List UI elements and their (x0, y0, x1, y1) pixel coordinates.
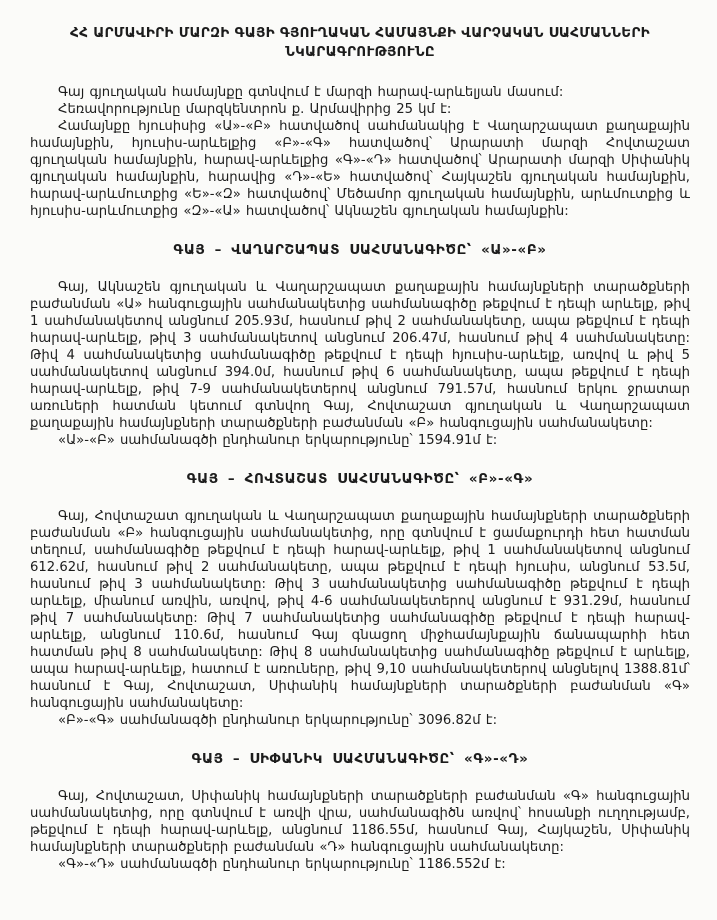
section-heading-b-g: ԳԱՅ – ՀՈՎՏԱՇԱՏ ՍԱՀՄԱՆԱԳԻԾԸ՝ «Բ»-«Գ» (186, 471, 534, 487)
intro-paragraph-distance: Հեռավորությունը մարզկենտրոն ք. Արմավիրից 25 կմ է: (58, 102, 452, 117)
document-title (30, 24, 690, 62)
document-title-line1: ՀՀ ԱՐՄԱՎԻՐԻ ՄԱՐԶԻ ԳԱՅԻ ԳՅՈՒՂԱԿԱՆ ՀԱՄԱՅՆՔԻ ՎԱՐՉԱԿԱՆ ՍԱՀՄԱՆՆԵՐԻ (70, 25, 650, 41)
section-total-a-b: «Ա»-«Բ» սահմանագծի ընդհանուր երկարությունը՝ 1594.91մ է: (58, 433, 498, 448)
section-total-g-d: «Գ»-«Դ» սահմանագծի ընդհանուր երկարությունը՝ 1186.552մ է: (58, 857, 506, 872)
document-title-line2: ՆԿԱՐԱԳՐՈՒԹՅՈՒՆԸ (285, 44, 435, 60)
section-body-b-g: Գայ, Հովտաշատ գյուղական և Վաղարշապատ քաղաքային համայնքների տարածքների բաժանման «Բ» հանգուցային սահմանակետից, որը գտնվում է ցամաքուրդի հետ հատման տեղում, սահմանագիծը թեքվում է դեպի հարավ-արևելք, թիվ 1 սահմանակետով անցնում 612.62մ, հասնում թիվ 2 սահմանակետը, ապա թեքվում է դեպի հյուսիս, անցնում 53.5մ, հասնում թիվ 3 սահմանակետը: Թիվ 3 սահմանակետից սահմանագիծը թեքվում է դեպի արևելք, միանում առվին, առվով, թիվ 4-6 սահմանակետերով անցնում է 931.29մ, հասնում թիվ 7 սահմանակետը: Թիվ 7 սահմանակետից սահմանագիծը թեքվում է դեպի հարավ-արևելք, անցնում 110.6մ, հասնում Գայ գնացող միջհամայնքային ճանապարհի հետ հատման թիվ 8 սահմանակետը: Թիվ 8 սահմանակետից սահմանագիծը թեքվում է արևելք, ապա հարավ-արևելք, հատում է առուները, թիվ 9,10 սահմանակետերով անցնելով 1388.81մ՝ հասնում է Գայ, Հովտաշատ, Սիփանիկ համայնքների տարածքների բաժանման «Գ» հանգուցային սահմանակետը: (30, 509, 690, 711)
section-total-b-g: «Բ»-«Գ» սահմանագծի ընդհանուր երկարությունը՝ 3096.82մ է: (58, 713, 498, 728)
intro-paragraph-location: Գայ գյուղական համայնքը գտնվում է մարզի հարավ-արևելյան մասում: (58, 85, 564, 100)
section-heading-g-d: ԳԱՅ – ՍԻՓԱՆԻԿ ՍԱՀՄԱՆԱԳԻԾԸ՝ «Գ»-«Դ» (191, 751, 529, 767)
section-body-g-d: Գայ, Հովտաշատ, Սիփանիկ համայնքների տարածքների բաժանման «Գ» հանգուցային սահմանակետից, որը գտնվում է առվի վրա, սահմանագիծն առվով՝ հոսանքի ուղղությամբ, թեքվում է դեպի հարավ-արևելք, անցնում 1186.55մ, հասնում Գայ, Հայկաշեն, Սիփանիկ համայնքների տարածքների բաժանման «Դ» հանգուցային սահմանակետը: (30, 789, 690, 855)
section-body-a-b: Գայ, Ակնաշեն գյուղական և Վաղարշապատ քաղաքային համայնքների տարածքների բաժանման «Ա» հանգուցային սահմանակետից սահմանագիծը թեքվում է դեպի արևելք, թիվ 1 սահմանակետով անցնում 205.93մ, հասնում թիվ 2 սահմանակետը, ապա թեքվում է դեպի հարավ-արևելք, թիվ 3 սահմանակետով անցնում 206.47մ, հասնում թիվ 4 սահմանակետը: Թիվ 4 սահմանակետից սահմանագիծը թեքվում է դեպի հյուսիս-արևելք, առվով և թիվ 5 սահմանակետով անցնում 394.0մ, հասնում թիվ 6 սահմանակետը, ապա թեքվում է դեպի հարավ-արևելք, թիվ 7-9 սահմանակետերով անցնում 791.57մ, հասնում երկու ջրատար առուների հատման կետում գտնվող Գայ, Հովտաշատ գյուղական և Վաղարշապատ քաղաքային համայնքների տարածքների բաժանման «Բ» հանգուցային սահմանակետը: (30, 280, 690, 431)
section-heading-a-b: ԳԱՅ – ՎԱՂԱՐՇԱՊԱՏ ՍԱՀՄԱՆԱԳԻԾԸ՝ «Ա»-«Բ» (173, 242, 547, 258)
intro-paragraph-neighbors: Համայնքը հյուսիսից «Ա»-«Բ» հատվածով սահմանակից է Վաղարշապատ քաղաքային համայնքին, հյուսիս-արևելքից «Բ»-«Գ» հատվածով՝ Արարատի մարզի Հովտաշատ գյուղական համայնքին, հարավ-արևելքից «Գ»-«Դ» հատվածով՝ Արարատի մարզի Սիփանիկ գյուղական համայնքին, հարավից «Դ»-«Ե» հատվածով՝ Հայկաշեն գյուղական համայնքին, հարավ-արևմուտքից «Ե»-«Զ» հատվածով՝ Մեծամոր գյուղական համայնքին, արևմուտքից և հյուսիս-արևմուտքից «Զ»-«Ա» հատվածով՝ Ակնաշեն գյուղական համայնքին: (30, 119, 690, 219)
